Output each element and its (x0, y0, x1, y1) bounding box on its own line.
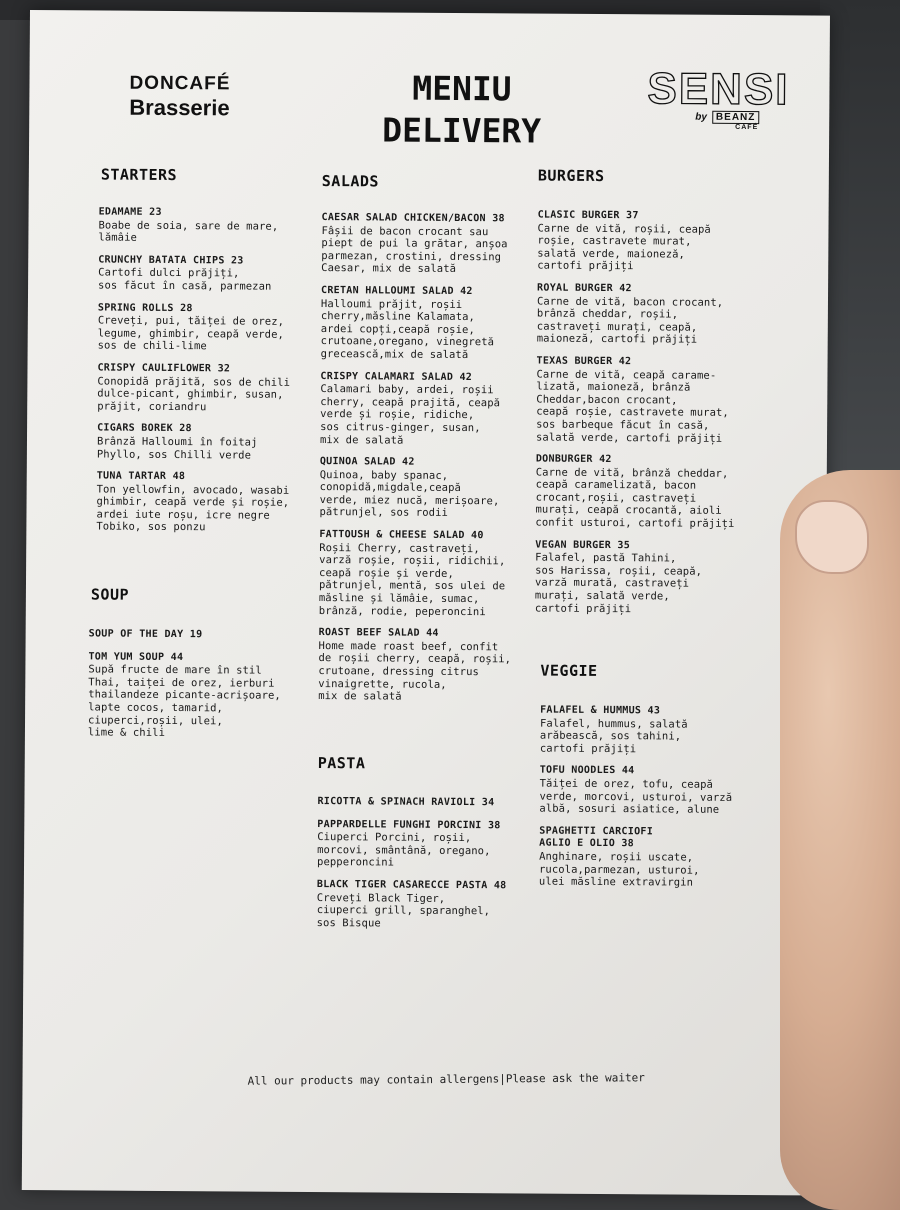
sensi-logo (647, 66, 807, 131)
menu-item-description: Supă fructe de mare în stil Thai, taiței de orez, ierburi thailandeze picante-acrișoare, lapte cocos, tamarid, ciuperci,roșii, ulei, lime & chili (87, 663, 281, 740)
menu-item-name: CRISPY CALAMARI SALAD 42 (320, 370, 473, 383)
sensi-logo-brand: BEANZ (712, 111, 760, 124)
doncafe-logo-name: DONCAFÉ (129, 72, 231, 95)
menu-item-description: Boabe de soia, sare de mare, lămâie (98, 219, 279, 244)
menu-item-name: SPAGHETTI CARCIOFI AGLIO E OLIO 38 (539, 825, 654, 850)
menu-item-name: QUINOA SALAD 42 (319, 456, 415, 468)
hand-holding-menu (780, 470, 900, 1210)
menu-item (98, 302, 318, 354)
menu-item-description: Falafel, hummus, salată arăbească, sos tahini, cartofi prăjiți (539, 717, 688, 756)
menu-item-description: Calamari baby, ardei, roșii cherry, ceapă prajită, ceapă verde și roșie, ridiche, sos citrus-ginger, susan, mix de salată (319, 383, 501, 447)
veggie-heading: VEGGIE (540, 661, 598, 680)
menu-title-line1: MENIU (412, 68, 512, 109)
menu-item (97, 362, 317, 414)
burgers-list (535, 210, 768, 627)
menu-item-name: CRISPY CAULIFLOWER 32 (97, 362, 231, 375)
pasta-heading: PASTA (317, 754, 366, 773)
menu-item-description: Carne de vită, brânză cheddar, ceapă caramelizată, bacon crocant,roșii, castraveți murați, ceapă crocantă, aioli confit usturoi, cartofi prăjiți (535, 466, 735, 530)
menu-item-name: TEXAS BURGER 42 (536, 355, 632, 368)
menu-item-name: ROAST BEEF SALAD 44 (318, 627, 439, 640)
menu-paper (22, 10, 830, 1196)
soup-heading: SOUP (90, 585, 130, 604)
menu-item-description: Carne de vită, bacon crocant, brânză cheddar, roșii, castraveți murați, ceapă, maioneză, cartofi prăjiți (536, 295, 724, 347)
menu-item (539, 825, 769, 890)
menu-item-name: VEGAN BURGER 35 (535, 539, 631, 551)
menu-item-description: Carne de vită, roșii, ceapă roșie, castravete murat, salată verde, maioneză, cartofi prăjiți (537, 222, 711, 273)
veggie-list (539, 705, 770, 900)
menu-item (540, 705, 770, 757)
allergen-note: All our products may contain allergens|Please ask the waiter (247, 1071, 645, 1088)
menu-item (320, 371, 541, 448)
menu-item-description: Cartofi dulci prăjiți, sos făcut în casă, parmezan (98, 266, 272, 293)
menu-item-name: DONBURGER 42 (535, 453, 612, 466)
menu-item-description: Falafel, pastă Tahini, sos Harissa, roșii, ceapă, varză murată, castraveți murați, salată verde, cartofi prăjiți (534, 551, 703, 615)
menu-item-name: CIGARS BOREK 28 (97, 422, 192, 435)
sensi-logo-sub (695, 111, 807, 125)
menu-item-description: Conopidă prăjită, sos de chili dulce-picant, ghimbir, susan, prăjit, coriandru (97, 375, 291, 413)
menu-item-name: FATTOUSH & CHEESE SALAD 40 (319, 529, 484, 542)
menu-item-description: Creveți, pui, tăiței de orez, legume, ghimbir, ceapă verde, sos de chili-lime (97, 314, 285, 353)
menu-item-description: Quinoa, baby spanac, conopidă,migdale,ceapă verde, miez nucă, merișoare, pătrunjel, sos rodii (319, 468, 500, 520)
menu-item-name: CRETAN HALLOUMI SALAD 42 (321, 285, 473, 298)
menu-item (88, 651, 309, 741)
menu-item-name: FALAFEL & HUMMUS 43 (540, 704, 661, 717)
thumbnail (795, 500, 869, 574)
menu-item (537, 283, 767, 348)
menu-item-description: Tăiței de orez, tofu, ceapă verde, morcovi, usturoi, varză albă, sosuri asiatice, alune (539, 777, 733, 816)
menu-title-line2: DELIVERY (382, 110, 542, 151)
menu-item-name: ROYAL BURGER 42 (537, 282, 632, 295)
menu-item-description: Creveți Black Tiger, ciuperci grill, sparanghel, sos Bisque (316, 891, 491, 930)
menu-item-name: RICOTTA & SPINACH RAVIOLI 34 (317, 796, 495, 809)
menu-item-name: TOM YUM SOUP 44 (88, 651, 184, 663)
menu-item (319, 456, 539, 521)
pasta-list (317, 796, 548, 941)
menu-item-description: Halloumi prăjit, roșii cherry,măsline Kalamata, ardei copți,ceapă roșie, crutoane,oregano, vinegretă grecească,mix de salată (320, 297, 495, 362)
menu-item (89, 628, 309, 642)
starters-heading: STARTERS (100, 165, 178, 185)
menu-item-name: TUNA TARTAR 48 (96, 470, 186, 483)
burgers-heading: BURGERS (537, 166, 605, 186)
menu-item-name: CAESAR SALAD CHICKEN/BACON 38 (321, 212, 505, 225)
menu-item (539, 765, 769, 817)
menu-item (317, 796, 547, 810)
menu-item-name: TOFU NOODLES 44 (539, 764, 635, 777)
menu-item-name: CRUNCHY BATATA CHIPS 23 (98, 254, 244, 267)
menu-item (537, 210, 767, 275)
menu-item (318, 627, 539, 704)
salads-heading: SALADS (321, 172, 380, 191)
menu-item-description: Fâșii de bacon crocant sau piept de pui la grătar, anșoa parmezan, crostini, dressing Caesar, mix de salată (321, 224, 508, 276)
menu-item-description: Ton yellowfin, avocado, wasabi ghimbir, ceapă verde și roșie, ardei iute roșu, icre negre Tobiko, sos ponzu (96, 483, 290, 534)
menu-item (98, 206, 318, 245)
salads-list (318, 212, 541, 714)
sensi-logo-by: by (695, 111, 707, 123)
menu-item-description: Brânză Halloumi în foitaj Phyllo, sos Chilli verde (96, 435, 258, 462)
doncafe-logo-brasserie: Brasserie (129, 94, 230, 121)
menu-item-name: BLACK TIGER CASARECCE PASTA 48 (316, 878, 507, 892)
menu-item-name: EDAMAME 23 (98, 206, 162, 218)
doncafe-logo (129, 73, 230, 122)
menu-item-description: Carne de vită, ceapă carame- lizată, maioneză, brânză Cheddar,bacon crocant, ceapă roșie, castravete murat, sos barbeque făcut în casă, salată verde, cartofi prăjiți (535, 368, 729, 445)
menu-item-name: CLASIC BURGER 37 (537, 209, 639, 222)
menu-item-name: PAPPARDELLE FUNGHI PORCINI 38 (317, 818, 501, 831)
menu-item (97, 423, 317, 462)
menu-item (535, 454, 766, 531)
menu-item-name: SOUP OF THE DAY 19 (88, 628, 203, 641)
sensi-logo-main: SENSI (647, 64, 790, 115)
menu-item (321, 212, 541, 277)
menu-item (535, 539, 766, 616)
menu-item-description: Home made roast beef, confit de roșii cherry, ceapă, roșii, crutoane, dressing citrus vinaigrette, rucola, mix de salată (318, 639, 512, 703)
menu-item (317, 819, 547, 871)
menu-item-description: Ciuperci Porcini, roșii, morcovi, smântână, oregano, pepperoncini (317, 831, 491, 869)
menu-item (98, 254, 318, 293)
sensi-logo-cafe: CAFÉ (735, 123, 759, 132)
menu-item (321, 285, 542, 362)
menu-title (349, 67, 575, 153)
menu-item-name: SPRING ROLLS 28 (97, 302, 193, 314)
soup-list (88, 628, 309, 750)
menu-item (96, 471, 316, 536)
menu-item (317, 879, 547, 931)
menu-item-description: Anghinare, roșii uscate, rucola,parmezan, usturoi, ulei măsline extravirgin (538, 850, 700, 889)
menu-item (536, 355, 767, 445)
starters-list (96, 206, 318, 545)
menu-item-description: Roșii Cherry, castraveți, varză roșie, roșii, ridichii, ceapă roșie și verde, pătrunjel, mentă, sos ulei de măsline și lămâie, sumac, brânză, rodie, peperoncini (318, 541, 506, 618)
menu-item (319, 529, 540, 619)
